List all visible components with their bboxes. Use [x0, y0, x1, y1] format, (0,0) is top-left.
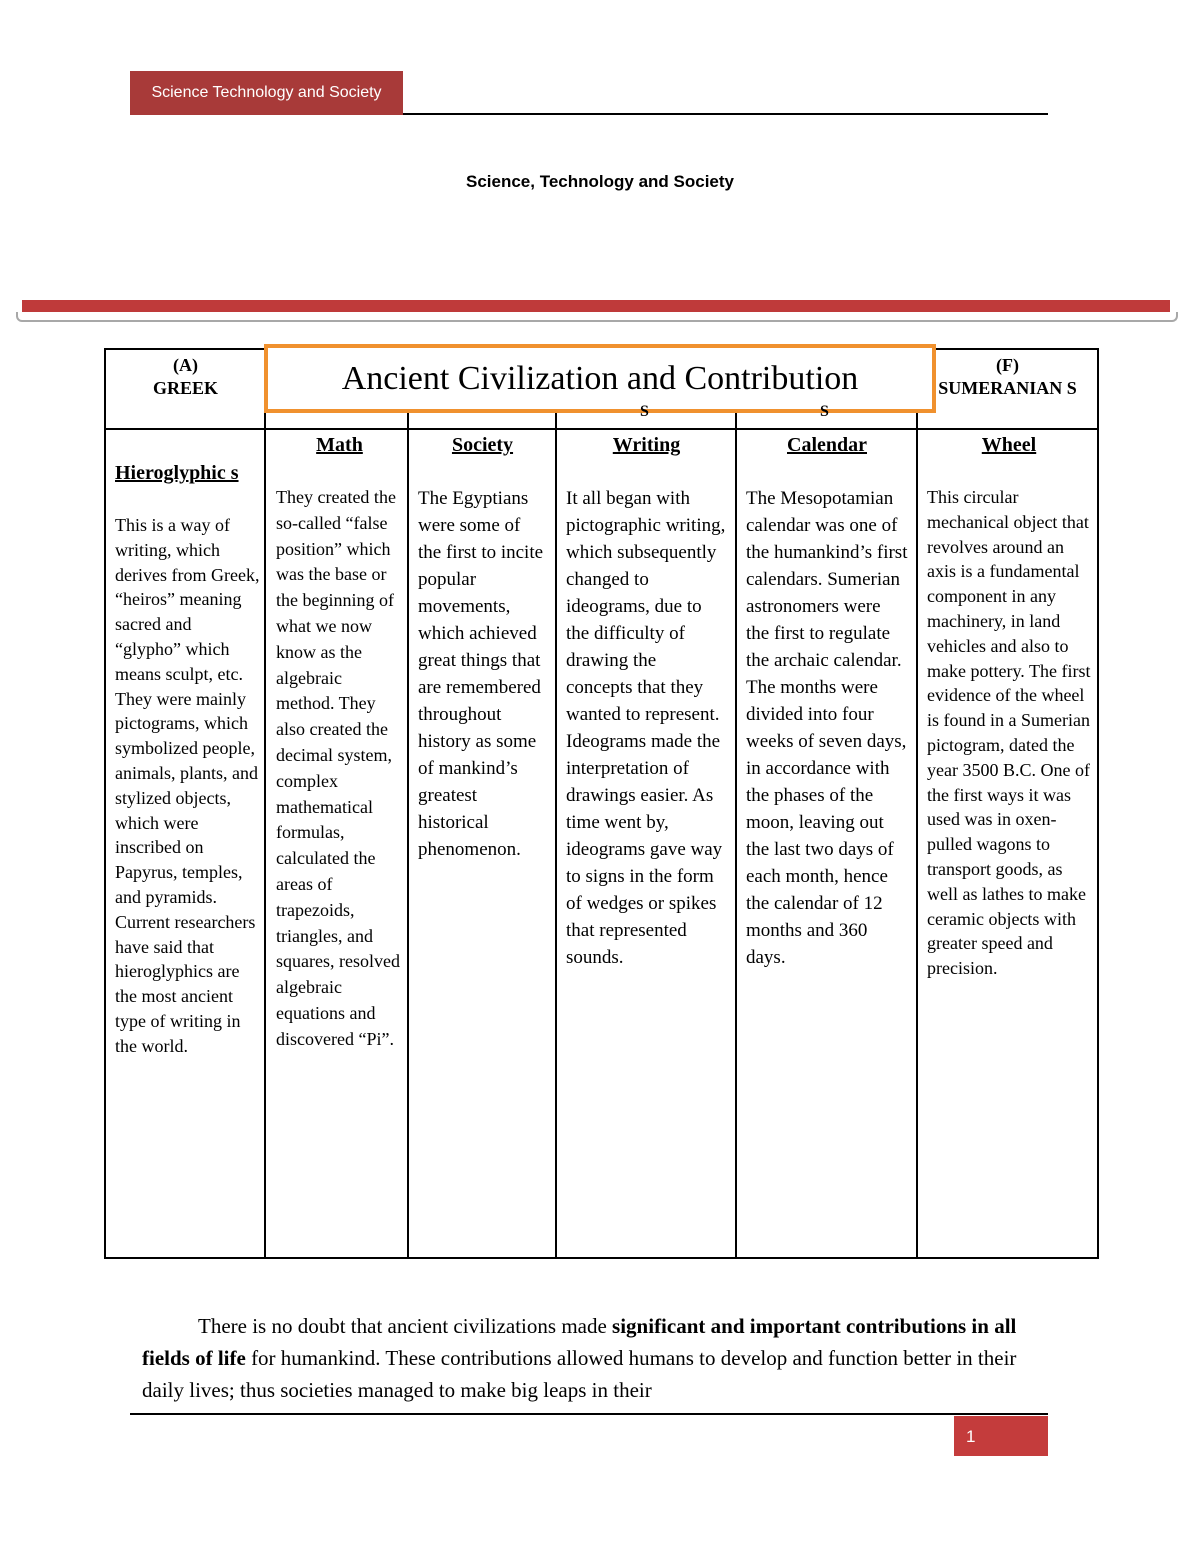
table-cell-society: [408, 429, 556, 1258]
document-title: Science, Technology and Society: [466, 172, 734, 191]
header-letter: (A): [173, 355, 198, 375]
body-paragraph: [142, 1310, 1052, 1406]
cell-body: This circular mechanical object that revolves around an axis is a fundamental component in any machinery, in land vehicles and also to make pottery. The first evidence of the wheel is found in a Sumerian pictogram, dated the year 3500 B.C. One of the first ways it was used was in oxen-pulled wagons to transport goods, as well as lathes to make ceramic objects with greater speed and precision.: [927, 487, 1091, 979]
cell-body: They created the so-called “false position” which was the base or the beginning of what we now know as the algebraic method. They also created the decimal system, complex mathematical formulas, calculated the areas of trapezoids, triangles, and squares, resolved algebraic equations and discovered “Pi”.: [276, 487, 400, 1049]
footer-rule: [130, 1413, 1048, 1415]
page-number: 1: [954, 1416, 1048, 1456]
table-cell-writing: [556, 429, 736, 1258]
decorative-bar: [22, 300, 1170, 312]
header-rule: [403, 113, 1048, 115]
header-name: SUMERANIAN S: [938, 378, 1077, 398]
header-tab: Science Technology and Society: [130, 71, 403, 115]
table-cell-math: [265, 429, 408, 1258]
cell-title: Wheel: [981, 434, 1037, 456]
cell-title: Calendar: [787, 434, 867, 456]
cell-title: Math: [316, 434, 363, 456]
header-fragment: S: [640, 403, 649, 420]
cell-title: Society: [451, 434, 514, 456]
table-row: [105, 429, 1098, 1258]
header-cell-sumerians: [917, 349, 1098, 429]
cell-body: The Mesopotamian calendar was one of the humankind’s first calendars. Sumerian astronomers were the first to regulate the archaic calendar. The months were divided into four weeks of seven days, in accordance with the phases of the moon, leaving out the last two days of each month, hence the calendar of 12 months and 360 days.: [746, 488, 908, 968]
header-cell-greek: [105, 349, 265, 429]
cell-body: The Egyptians were some of the first to incite popular movements, which achieved great things that are remembered throughout history as some of mankind’s greatest historical phenomenon.: [418, 488, 544, 860]
cell-body: It all began with pictographic writing, which subsequently changed to ideograms, due to the difficulty of drawing the concepts that they wanted to represent. Ideograms made the interpretation of drawings easier. As time went by, ideograms gave way to signs in the form of wedges or spikes that represented sounds.: [566, 488, 726, 968]
cell-title: Writing: [612, 434, 681, 456]
civilizations-table: [104, 348, 1099, 1259]
cell-title: Hieroglyphic s: [115, 462, 239, 484]
paragraph-emphasis: significant and important contributions in all fields of life: [142, 1314, 1017, 1370]
header-fragment: S: [820, 403, 829, 420]
table-cell-wheel: [917, 429, 1098, 1258]
table-cell-calendar: [736, 429, 917, 1258]
cell-body: This is a way of writing, which derives from Greek, “heiros” meaning sacred and “glypho” which means sculpt, etc. They were mainly pictograms, which symbolized people, animals, plants, and stylized objects, which were inscribed on Papyrus, temples, and pyramids. Current researchers have said that hieroglyphics are the most ancient type of writing in the world.: [115, 515, 260, 1056]
table-title-overlay: Ancient Civilization and Contribution: [264, 344, 936, 413]
header-name: GREEK: [152, 378, 218, 398]
header-letter: (F): [996, 355, 1019, 375]
paragraph-text: for humankind. These contributions allowed humans to develop and function better in their daily lives; thus societies managed to make big leaps in their: [142, 1346, 1017, 1402]
table-cell-hieroglyphics: [105, 429, 265, 1258]
paragraph-text: There is no doubt that ancient civilizations made: [198, 1314, 613, 1338]
decorative-bar-shadow: [16, 312, 1178, 322]
